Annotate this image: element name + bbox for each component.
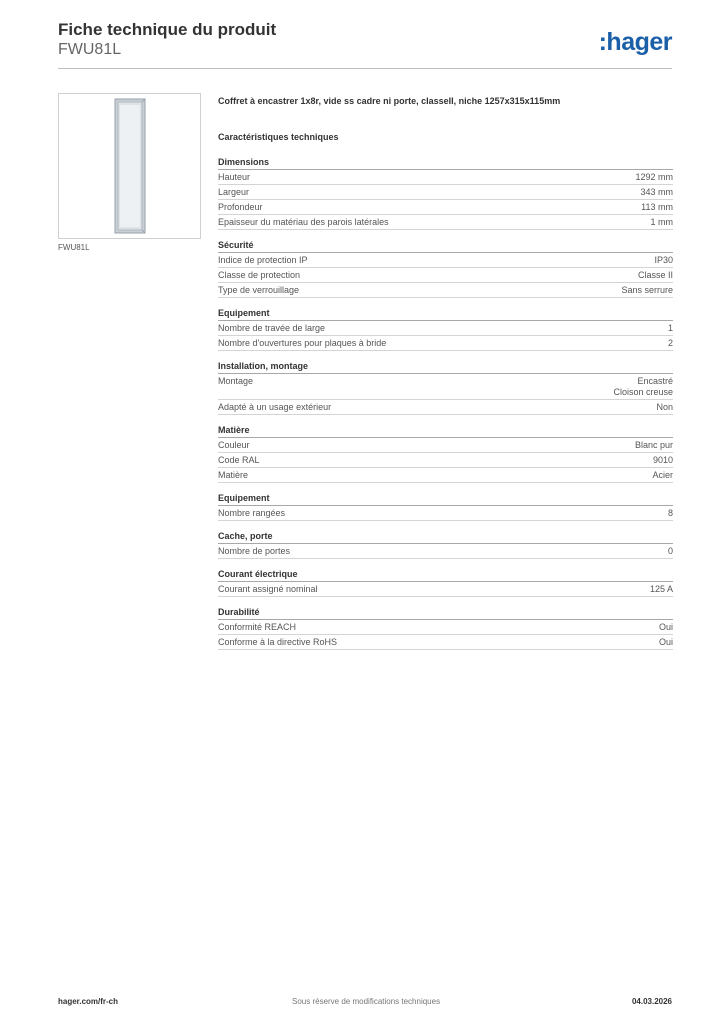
spec-row — [218, 400, 673, 415]
section-title: Dimensions — [218, 156, 673, 170]
spec-label: Courant assigné nominal — [218, 583, 318, 594]
footer-notice: Sous réserve de modifications techniques — [292, 997, 441, 1006]
product-reference: FWU81L — [58, 41, 122, 58]
spec-value — [668, 338, 673, 349]
section-title: Durabilité — [218, 606, 673, 620]
spec-section — [218, 492, 673, 521]
spec-value — [668, 546, 673, 557]
spec-row — [218, 620, 673, 635]
spec-row — [218, 283, 673, 298]
spec-label: Classe de protection — [218, 269, 301, 280]
spec-value-line: 0 — [667, 545, 673, 556]
product-image — [58, 93, 201, 239]
spec-label: Adapté à un usage extérieur — [218, 401, 332, 412]
spec-value-line: 1 mm — [650, 216, 673, 227]
spec-value — [640, 187, 673, 198]
spec-value — [613, 376, 673, 398]
hager-logo: :hager — [598, 28, 672, 56]
spec-value-line: Cloison creuse — [613, 386, 673, 397]
spec-row — [218, 200, 673, 215]
spec-sections — [218, 156, 673, 650]
spec-row — [218, 438, 673, 453]
spec-label: Type de verrouillage — [218, 284, 300, 295]
spec-label: Conforme à la directive RoHS — [218, 636, 338, 647]
spec-label: Largeur — [218, 186, 250, 197]
spec-value — [638, 270, 673, 281]
spec-label: Couleur — [218, 439, 250, 450]
tech-heading: Caractéristiques techniques — [218, 132, 339, 142]
spec-row — [218, 635, 673, 650]
spec-value — [668, 508, 673, 519]
spec-section — [218, 530, 673, 559]
spec-value-line: Oui — [658, 621, 673, 632]
spec-section — [218, 156, 673, 230]
header-divider — [58, 68, 672, 69]
image-caption: FWU81L — [58, 243, 90, 252]
spec-row — [218, 544, 673, 559]
spec-label: Matière — [218, 469, 249, 480]
spec-row — [218, 321, 673, 336]
spec-value — [635, 172, 673, 183]
spec-value-line: 125 A — [649, 583, 673, 594]
spec-row — [218, 336, 673, 351]
footer-website: hager.com/fr-ch — [58, 997, 119, 1006]
section-title: Installation, montage — [218, 360, 673, 374]
product-description: Coffret à encastrer 1x8r, vide ss cadre ni porte, classeII, niche 1257x315x115mm — [218, 96, 561, 106]
spec-value-line: 8 — [667, 507, 673, 518]
spec-value-line: Oui — [658, 636, 673, 647]
section-title: Cache, porte — [218, 530, 673, 544]
spec-value — [668, 323, 673, 334]
spec-value-line: 343 mm — [640, 186, 673, 197]
spec-section — [218, 568, 673, 597]
spec-row — [218, 453, 673, 468]
spec-value — [650, 584, 673, 595]
spec-label: Epaisseur du matériau des parois latérales — [218, 216, 389, 227]
page-header — [58, 20, 276, 60]
spec-label: Indice de protection IP — [218, 254, 308, 265]
page-title: Fiche technique du produit — [58, 20, 277, 39]
spec-value — [635, 440, 673, 451]
spec-value — [641, 202, 673, 213]
spec-row — [218, 506, 673, 521]
spec-section — [218, 239, 673, 298]
spec-value-line: 113 mm — [641, 201, 673, 212]
spec-section — [218, 424, 673, 483]
spec-value-line: Non — [656, 401, 673, 412]
section-title: Sécurité — [218, 239, 673, 253]
spec-label: Nombre rangées — [218, 507, 286, 518]
spec-label: Montage — [218, 375, 254, 386]
spec-label: Nombre d'ouvertures pour plaques à bride — [218, 337, 387, 348]
product-details — [218, 95, 673, 659]
spec-row — [218, 468, 673, 483]
section-title: Equipement — [218, 307, 673, 321]
spec-value-line: Classe II — [637, 269, 673, 280]
spec-value-line: Encastré — [637, 375, 673, 386]
spec-label: Hauteur — [218, 171, 251, 182]
spec-row — [218, 253, 673, 268]
spec-row — [218, 170, 673, 185]
spec-label: Conformité REACH — [218, 621, 297, 632]
spec-label: Code RAL — [218, 454, 260, 465]
section-title: Matière — [218, 424, 673, 438]
spec-value-line: IP30 — [654, 254, 673, 265]
spec-row — [218, 215, 673, 230]
spec-value — [656, 402, 673, 413]
spec-value — [652, 470, 673, 481]
spec-value — [621, 285, 673, 296]
spec-label: Nombre de travée de large — [218, 322, 326, 333]
spec-label: Profondeur — [218, 201, 263, 212]
spec-section — [218, 360, 673, 415]
footer-date: 04.03.2026 — [631, 997, 672, 1006]
spec-value-line: 9010 — [652, 454, 673, 465]
spec-value-line: 1292 mm — [635, 171, 673, 182]
spec-section — [218, 606, 673, 650]
spec-label: Nombre de portes — [218, 545, 291, 556]
spec-value — [659, 637, 673, 648]
spec-value-line: 1 — [667, 322, 673, 333]
spec-section — [218, 307, 673, 351]
spec-row — [218, 185, 673, 200]
spec-value-line: 2 — [667, 337, 673, 348]
spec-row — [218, 582, 673, 597]
section-title: Equipement — [218, 492, 673, 506]
spec-row — [218, 374, 673, 400]
spec-value — [654, 255, 673, 266]
spec-value-line: Blanc pur — [634, 439, 673, 450]
spec-value — [653, 455, 673, 466]
spec-value-line: Acier — [652, 469, 673, 480]
spec-value-line: Sans serrure — [621, 284, 673, 295]
spec-value — [659, 622, 673, 633]
section-title: Courant électrique — [218, 568, 673, 582]
spec-value — [651, 217, 674, 228]
spec-row — [218, 268, 673, 283]
